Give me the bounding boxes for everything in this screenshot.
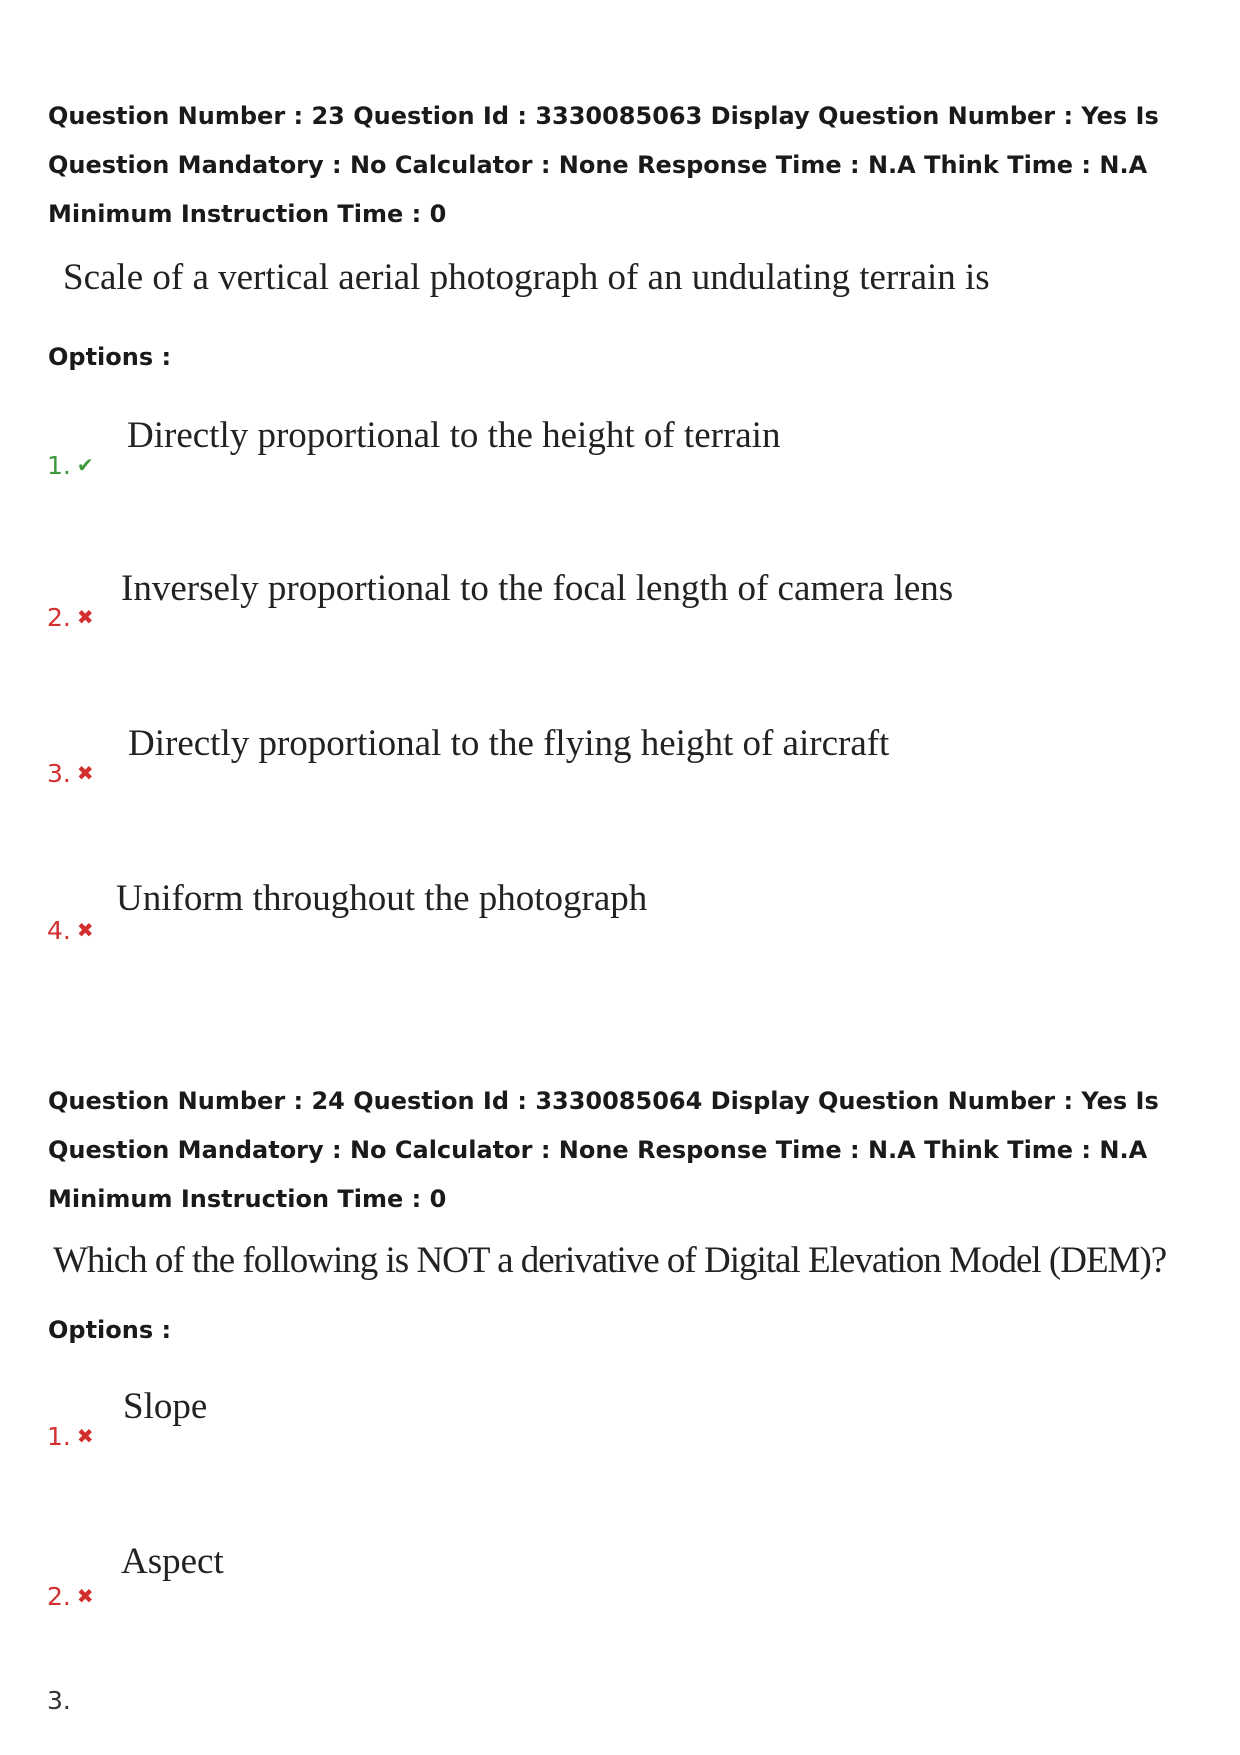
options-label: Options : — [48, 343, 172, 371]
cross-icon: ✖ — [76, 605, 94, 629]
option-text: Slope — [123, 1386, 208, 1427]
option-text: Aspect — [121, 1541, 224, 1582]
option-number — [47, 603, 94, 632]
cross-icon: ✖ — [76, 1584, 94, 1608]
option-number — [47, 451, 94, 480]
option-number-label: 2. — [47, 1582, 71, 1611]
option-text: Uniform throughout the photograph — [116, 878, 648, 919]
question-meta: Question Number : 24 Question Id : 3330085064 Display Question Number : Yes Is Question Mandatory : No Calculator : None Response Time : N.A Think Time : N.A Minimum Instruction Time : 0 — [48, 1087, 1159, 1213]
option-number — [47, 1422, 94, 1451]
option-number — [47, 1686, 71, 1715]
check-icon: ✔ — [76, 453, 94, 477]
question-stem: Scale of a vertical aerial photograph of an undulating terrain is — [63, 257, 990, 298]
option-number — [47, 916, 94, 945]
options-label: Options : — [48, 1316, 172, 1344]
option-number-label: 1. — [47, 1422, 71, 1451]
option-number-label: 1. — [47, 451, 71, 480]
option-text: Directly proportional to the flying height of aircraft — [128, 723, 890, 764]
option-number — [47, 1582, 94, 1611]
cross-icon: ✖ — [76, 761, 94, 785]
cross-icon: ✖ — [76, 918, 94, 942]
option-number-label: 4. — [47, 916, 71, 945]
option-text: Inversely proportional to the focal length of camera lens — [121, 568, 954, 609]
option-number-label: 3. — [47, 1686, 71, 1715]
question-stem: Which of the following is NOT a derivative of Digital Elevation Model (DEM)? — [53, 1240, 1167, 1281]
option-number — [47, 759, 94, 788]
option-number-label: 3. — [47, 759, 71, 788]
option-number-label: 2. — [47, 603, 71, 632]
option-text: Directly proportional to the height of terrain — [127, 415, 781, 456]
question-meta: Question Number : 23 Question Id : 3330085063 Display Question Number : Yes Is Question Mandatory : No Calculator : None Response Time : N.A Think Time : N.A Minimum Instruction Time : 0 — [48, 102, 1159, 228]
cross-icon: ✖ — [76, 1424, 94, 1448]
